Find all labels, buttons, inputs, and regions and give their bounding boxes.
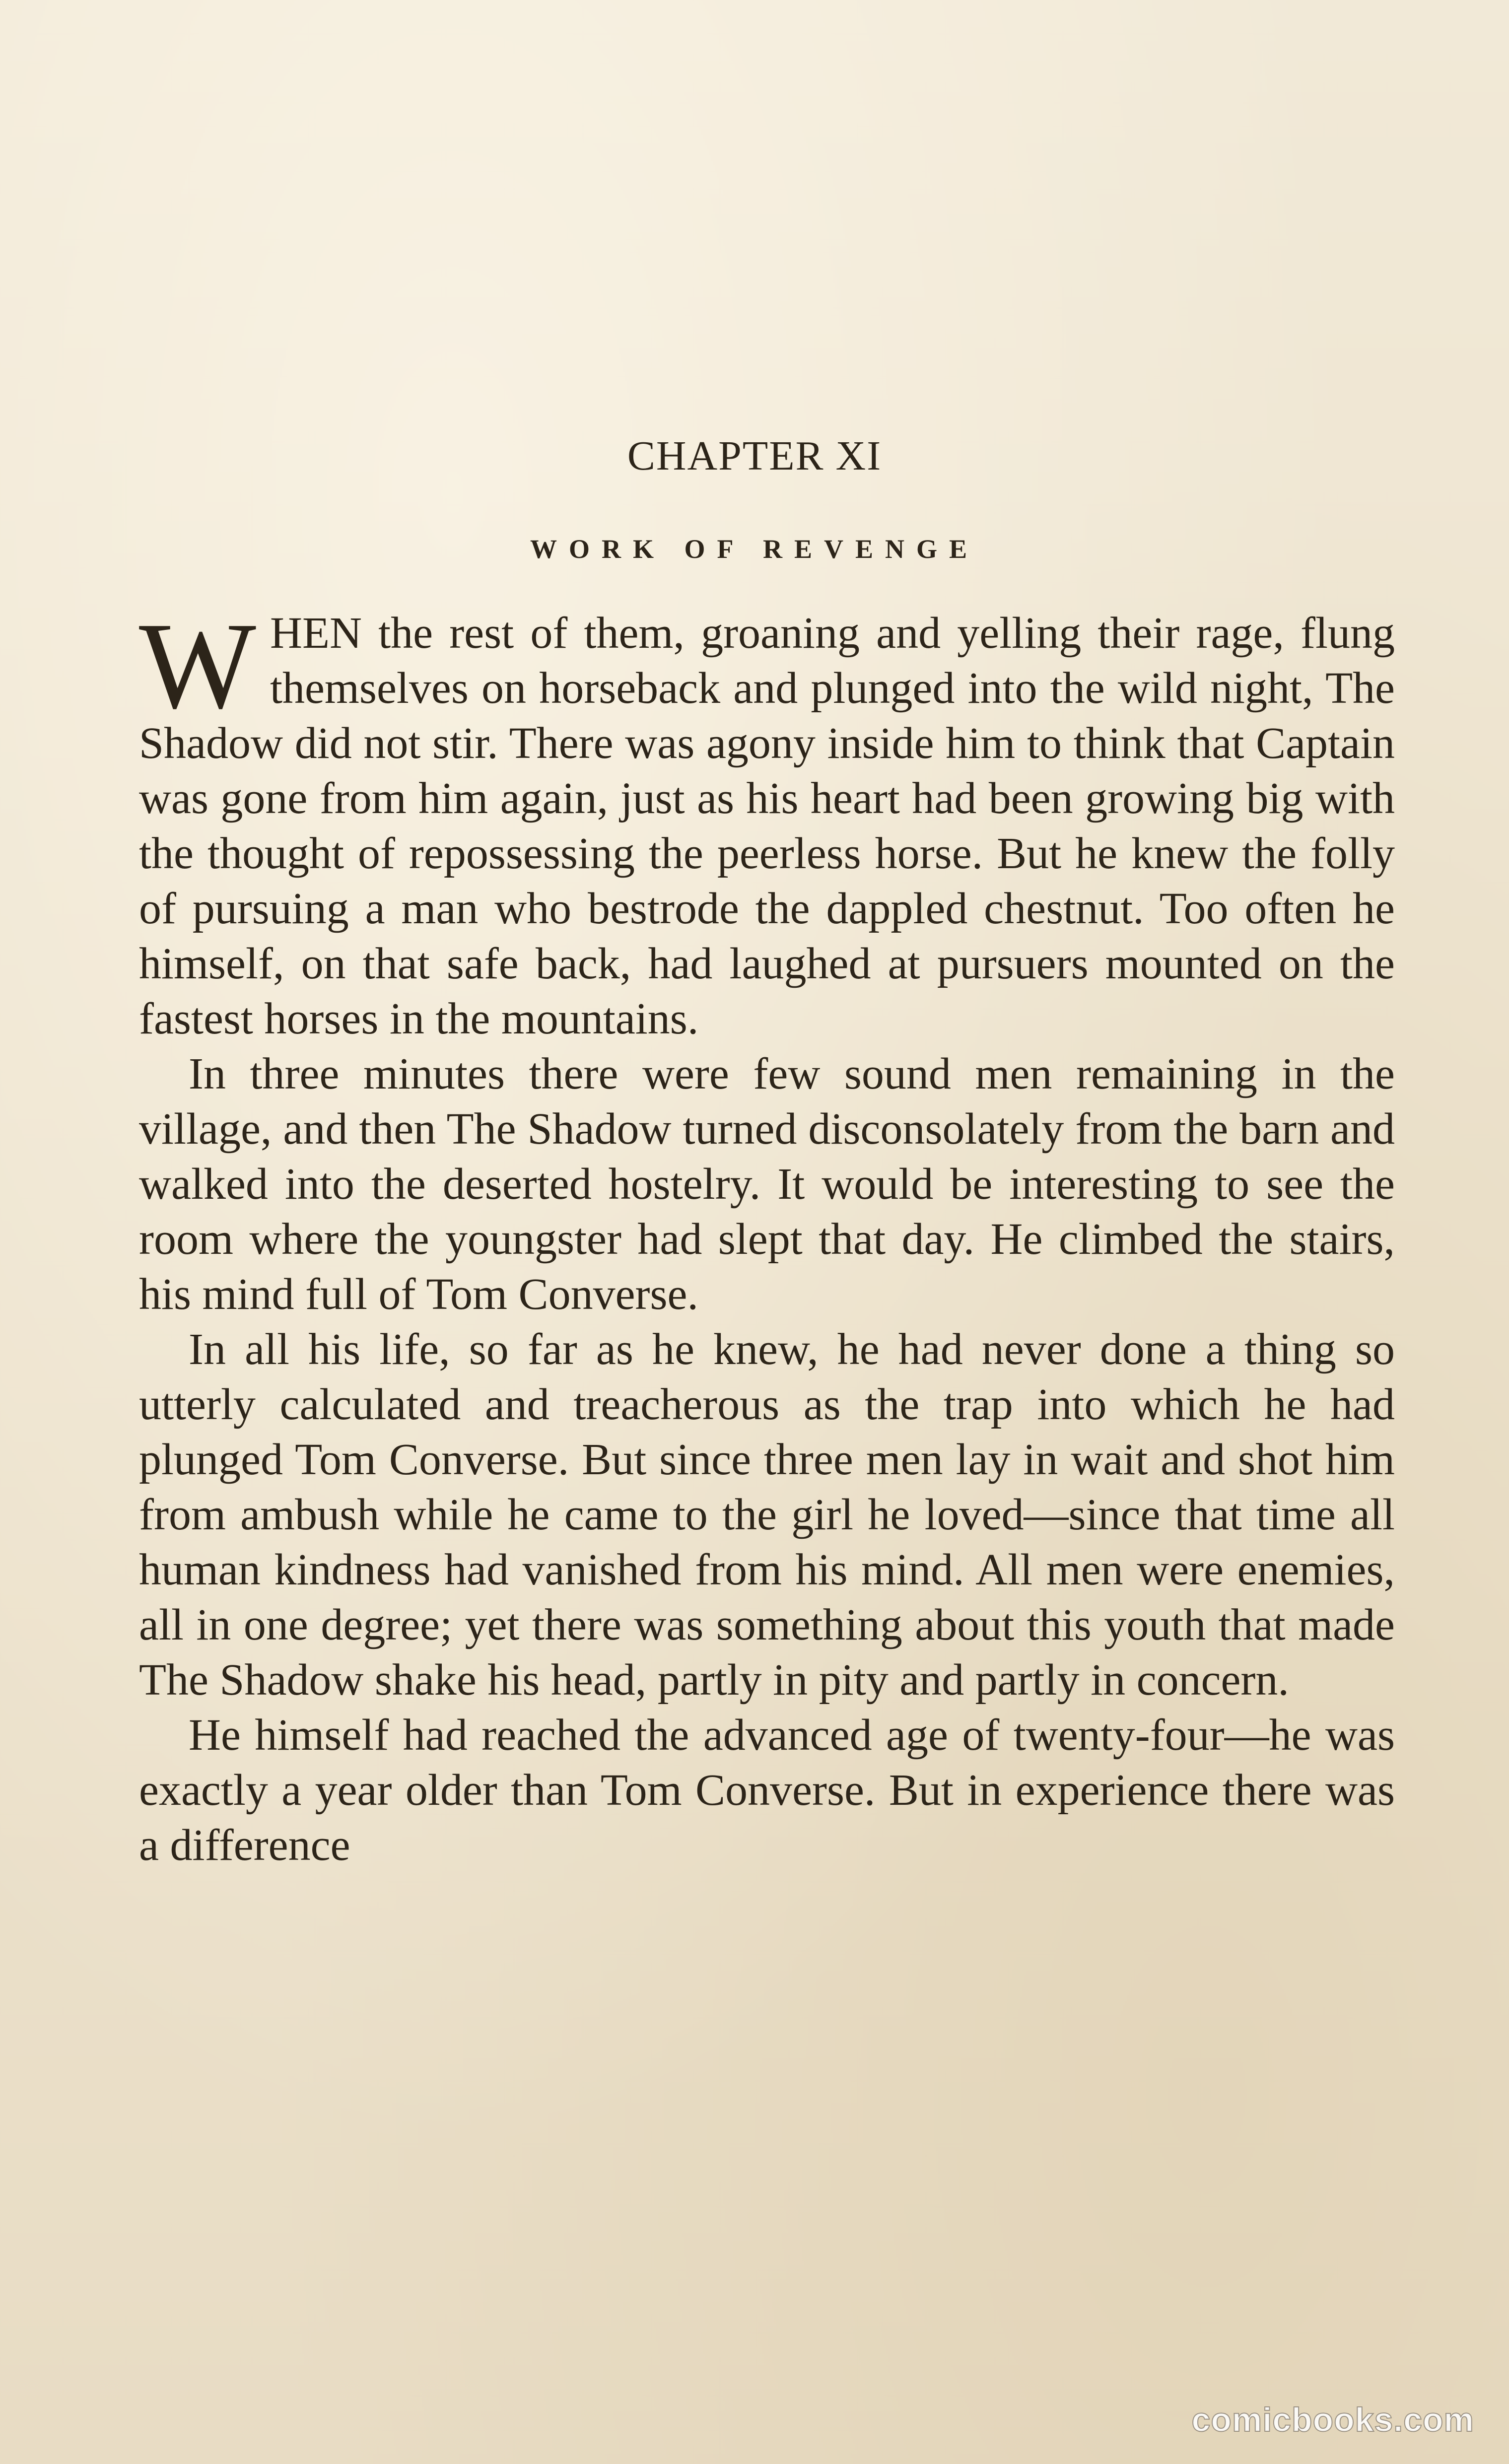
chapter-title: CHAPTER XI: [627, 433, 882, 479]
paragraph-1: [139, 597, 1395, 1046]
paragraph-2: In three minutes there were few sound men remaining in the village, and then The Shadow turned disconsolately from the barn and walked into the deserted hostelry. It would be interesting to see the room where the youngster had slept that day. He climbed the stairs, his mind full of Tom Converse.: [139, 1049, 1395, 1319]
paragraph-3: In all his life, so far as he knew, he had never done a thing so utterly calculated and treacherous as the trap into which he had plunged Tom Converse. But since three men lay in wait and shot him from ambush while he came to the girl he loved—since that time all human kindness had vanished from his mind. All men were enemies, all in one degree; yet there was something about this youth that made The Shadow shake his head, partly in pity and partly in concern.: [139, 1325, 1395, 1705]
chapter-body: [139, 597, 1395, 1873]
drop-cap: W: [139, 597, 256, 735]
chapter-subtitle: WORK OF REVENGE: [530, 534, 979, 564]
watermark: comicbooks.com: [1191, 2401, 1474, 2439]
paragraph-4: He himself had reached the advanced age of twenty-four—he was exactly a year older than Tom Converse. But in experience there was a difference: [139, 1711, 1395, 1870]
paragraph-1-text: HEN the rest of them, groaning and yelling their rage, flung themselves on horseback and plunged into the wild night, The Shadow did not stir. There was agony inside him to think that Captain was gone from him again, just as his heart had been growing big with the thought of repossessing the peerless horse. But he knew the folly of pursuing a man who bestrode the dappled chestnut. Too often he himself, on that safe back, had laughed at pursuers mounted on the fastest horses in the mountains.: [139, 609, 1395, 1043]
